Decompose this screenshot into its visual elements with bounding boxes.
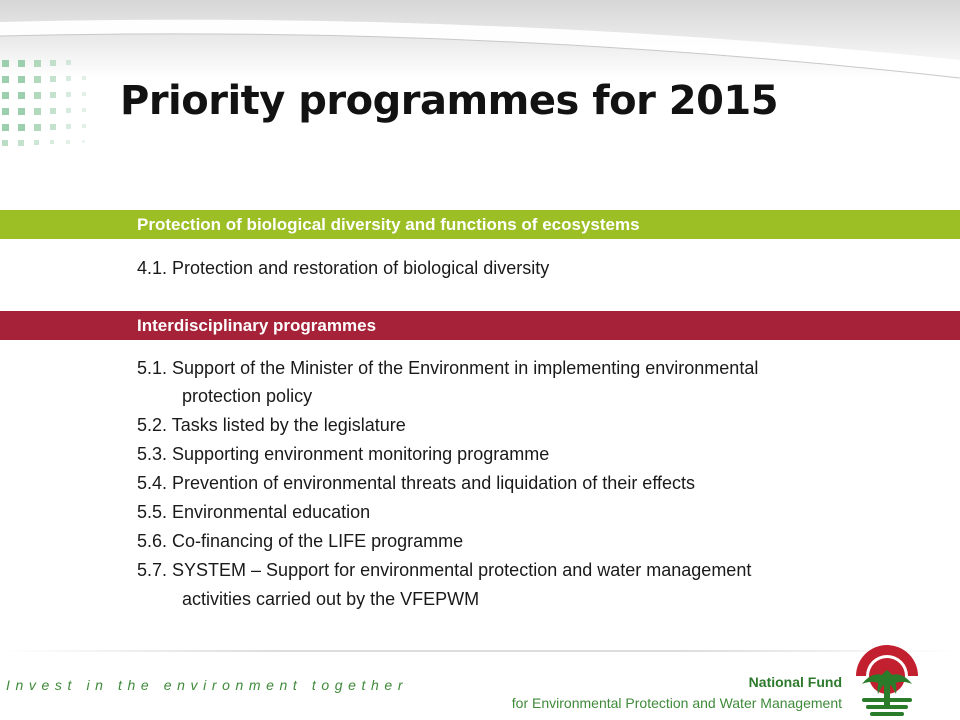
list-item-5-7: 5.7. SYSTEM – Support for environmental protection and water management: [137, 560, 752, 580]
list-item-5-3: 5.3. Supporting environment monitoring programme: [137, 444, 550, 464]
footer-tagline: Invest in the environment together: [6, 677, 409, 693]
list-item-5-2: 5.2. Tasks listed by the legislature: [137, 415, 406, 435]
list-item-4-1: 4.1. Protection and restoration of biological diversity: [137, 258, 550, 278]
list-item-5-5: 5.5. Environmental education: [137, 502, 371, 522]
list-item-5-1-continuation: protection policy: [182, 386, 313, 406]
list-item-5-7-continuation: activities carried out by the VFEPWM: [182, 589, 480, 609]
slide-title: Priority programmes for 2015: [120, 78, 779, 124]
list-item-5-6: 5.6. Co-financing of the LIFE programme: [137, 531, 464, 551]
dot-pattern-decoration: [0, 58, 100, 158]
footer-divider: [0, 650, 960, 652]
section-heading-biodiversity: Protection of biological diversity and functions of ecosystems: [0, 210, 960, 239]
national-fund-tree-logo-icon: [848, 640, 926, 720]
section-heading-interdisciplinary: Interdisciplinary programmes: [0, 311, 960, 340]
list-item-5-1: 5.1. Support of the Minister of the Environment in implementing environmental: [137, 358, 759, 378]
fund-name: [512, 672, 842, 714]
fund-name-line2: for Environmental Protection and Water Management: [511, 695, 842, 711]
list-item-5-4: 5.4. Prevention of environmental threats and liquidation of their effects: [137, 473, 696, 493]
fund-name-line1: National Fund: [748, 674, 842, 690]
